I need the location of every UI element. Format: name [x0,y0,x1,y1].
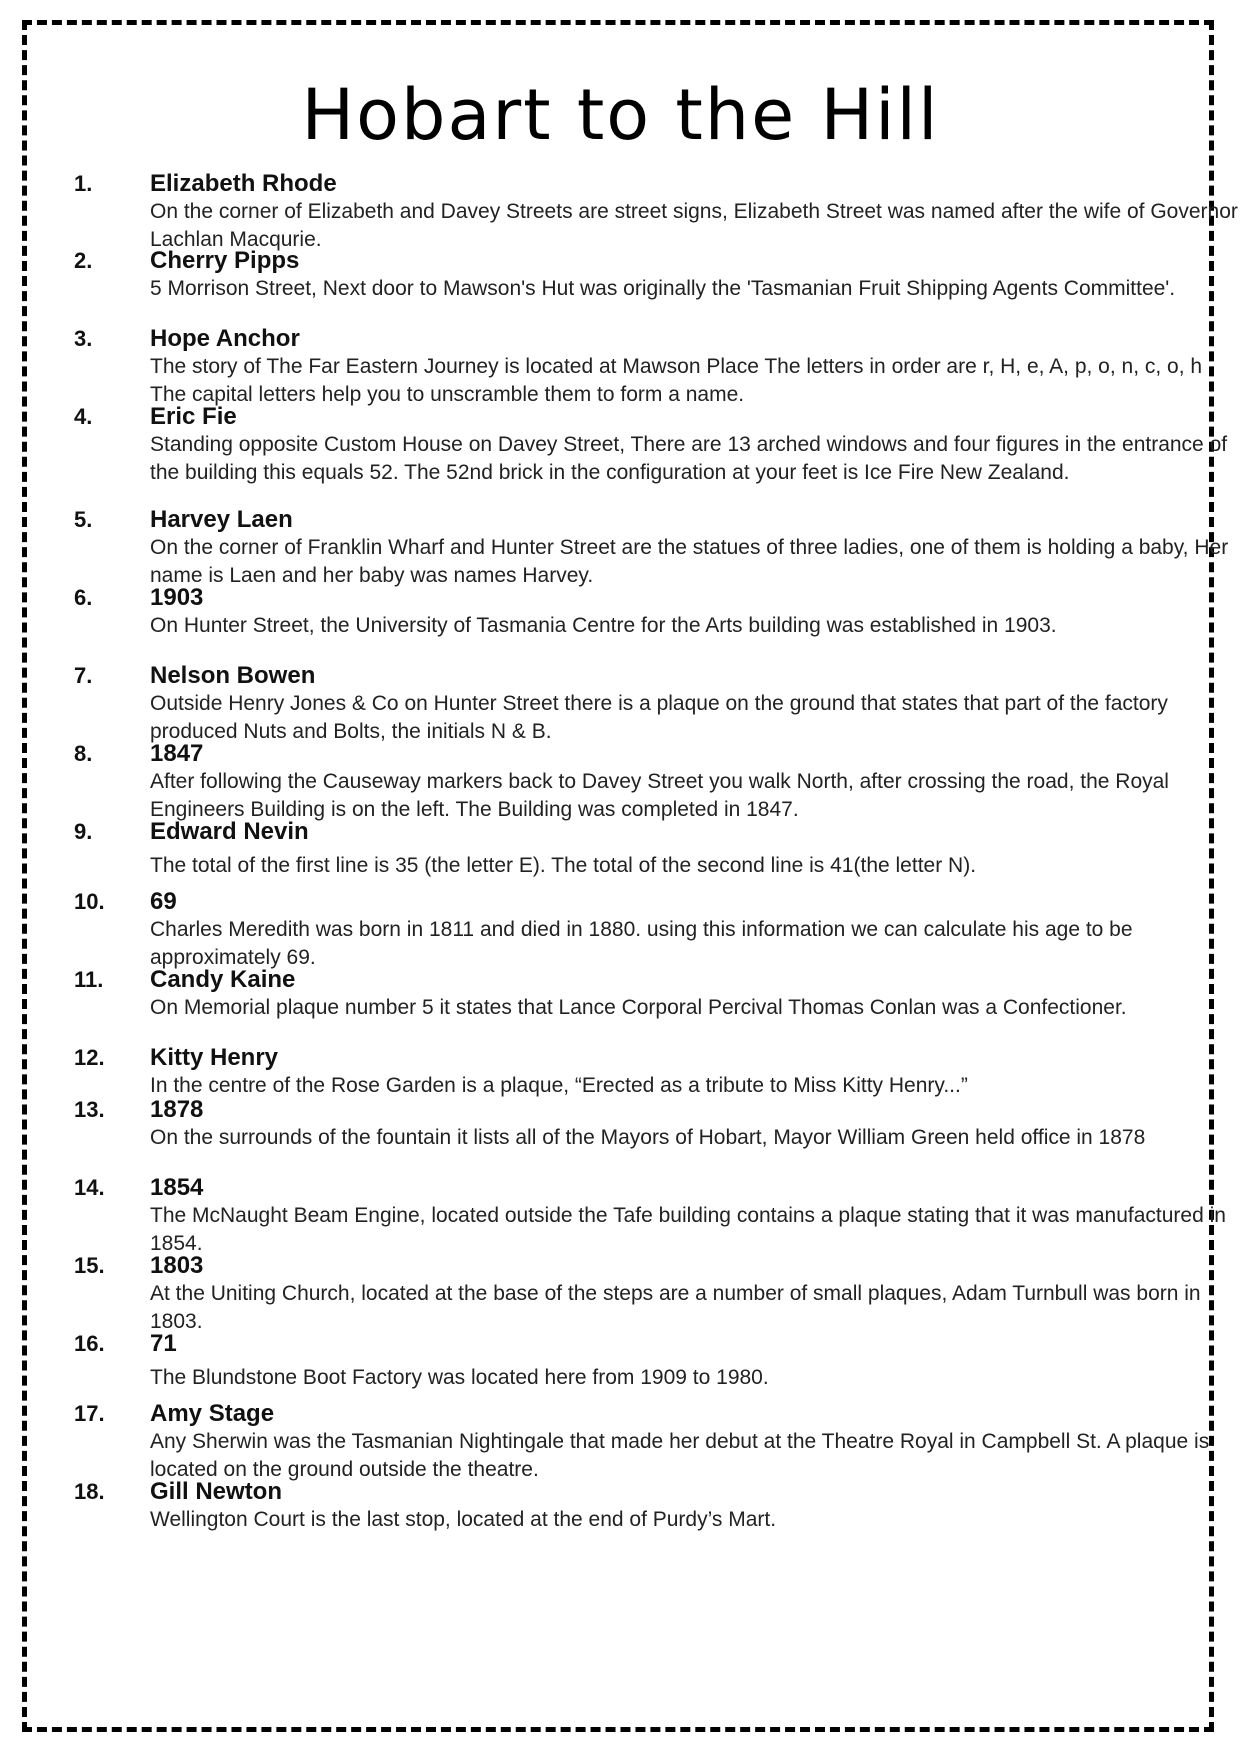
item-text: Any Sherwin was the Tasmanian Nightingale that made her debut at the Theatre Royal in Campbell St. A plaque is located on the ground outside the theatre. [150,1430,1210,1481]
item-number: 12. [74,1045,105,1070]
item-number: 15. [74,1253,105,1278]
item-heading: Eric Fie [150,403,237,430]
item-number: 17. [74,1401,105,1426]
item-text: On the corner of Franklin Wharf and Hunter Street are the statues of three ladies, one of them is holding a baby, Her name is Laen and her baby was names Harvey. [150,536,1229,587]
item-number: 14. [74,1175,105,1200]
item-number: 11. [74,967,104,992]
item-number: 16. [74,1331,105,1356]
item-heading: Hope Anchor [150,325,300,352]
item-heading: Elizabeth Rhode [150,170,337,197]
item-heading: 69 [150,888,177,915]
item-heading: 1903 [150,584,204,611]
item-text: On the corner of Elizabeth and Davey Streets are street signs, Elizabeth Street was named after the wife of Governor Lachlan Macqurie. [150,200,1238,251]
item-heading: Gill Newton [150,1478,282,1505]
item-heading: Cherry Pipps [150,247,300,274]
item-number: 5. [74,507,93,532]
item-number: 1. [74,171,93,196]
item-heading: 1803 [150,1252,204,1279]
item-heading: 1854 [150,1174,204,1201]
item-text: 5 Morrison Street, Next door to Mawson's Hut was originally the 'Tasmanian Fruit Shipping Agents Committee'. [150,277,1176,300]
item-number: 9. [74,819,93,844]
item-number: 13. [74,1097,105,1122]
item-number: 3. [74,326,93,351]
item-text: The McNaught Beam Engine, located outside the Tafe building contains a plaque stating that it was manufactured in 1854. [150,1204,1226,1255]
item-text: After following the Causeway markers back to Davey Street you walk North, after crossing the road, the Royal Engineers Building is on the left. The Building was completed in 1847. [150,770,1169,821]
item-heading: Nelson Bowen [150,662,316,689]
item-number: 7. [74,663,93,688]
item-text: Charles Meredith was born in 1811 and died in 1880. using this information we can calculate his age to be approximately 69. [150,918,1133,969]
item-text: Outside Henry Jones & Co on Hunter Street there is a plaque on the ground that states that part of the factory produced Nuts and Bolts, the initials N & B. [150,692,1168,743]
item-text: The story of The Far Eastern Journey is located at Mawson Place The letters in order are r, H, e, A, p, o, n, c, o, h The capital letters help you to unscramble them to form a name. [150,355,1203,406]
item-number: 18. [74,1479,105,1504]
item-heading: 1878 [150,1096,204,1123]
item-heading: Amy Stage [150,1400,275,1427]
item-text: In the centre of the Rose Garden is a plaque, “Erected as a tribute to Miss Kitty Henry...” [150,1074,968,1097]
item-text: The total of the first line is 35 (the letter E). The total of the second line is 41(the letter N). [150,854,977,877]
item-text: At the Uniting Church, located at the base of the steps are a number of small plaques, Adam Turnbull was born in 1803. [150,1282,1201,1333]
item-heading: Candy Kaine [150,966,296,993]
item-text: On Memorial plaque number 5 it states that Lance Corporal Percival Thomas Conlan was a Confectioner. [150,996,1127,1019]
item-heading: 1847 [150,740,204,767]
item-number: 10. [74,889,105,914]
item-text: On Hunter Street, the University of Tasmania Centre for the Arts building was established in 1903. [150,614,1057,637]
item-number: 2. [74,248,93,273]
item-heading: 71 [150,1330,177,1357]
item-number: 6. [74,585,93,610]
item-text: Standing opposite Custom House on Davey Street, There are 13 arched windows and four figures in the entrance of the building this equals 52. The 52nd brick in the configuration at your feet is Ice Fire New Zealand. [150,433,1228,484]
item-text: On the surrounds of the fountain it lists all of the Mayors of Hobart, Mayor William Green held office in 1878 [150,1126,1146,1149]
item-number: 8. [74,741,93,766]
item-text: Wellington Court is the last stop, located at the end of Purdy’s Mart. [150,1508,777,1531]
item-heading: Kitty Henry [150,1044,279,1071]
item-text: The Blundstone Boot Factory was located here from 1909 to 1980. [150,1366,769,1389]
item-heading: Edward Nevin [150,818,309,845]
item-number: 4. [74,404,93,429]
page-title: Hobart to the Hill [301,74,940,156]
item-heading: Harvey Laen [150,506,293,533]
